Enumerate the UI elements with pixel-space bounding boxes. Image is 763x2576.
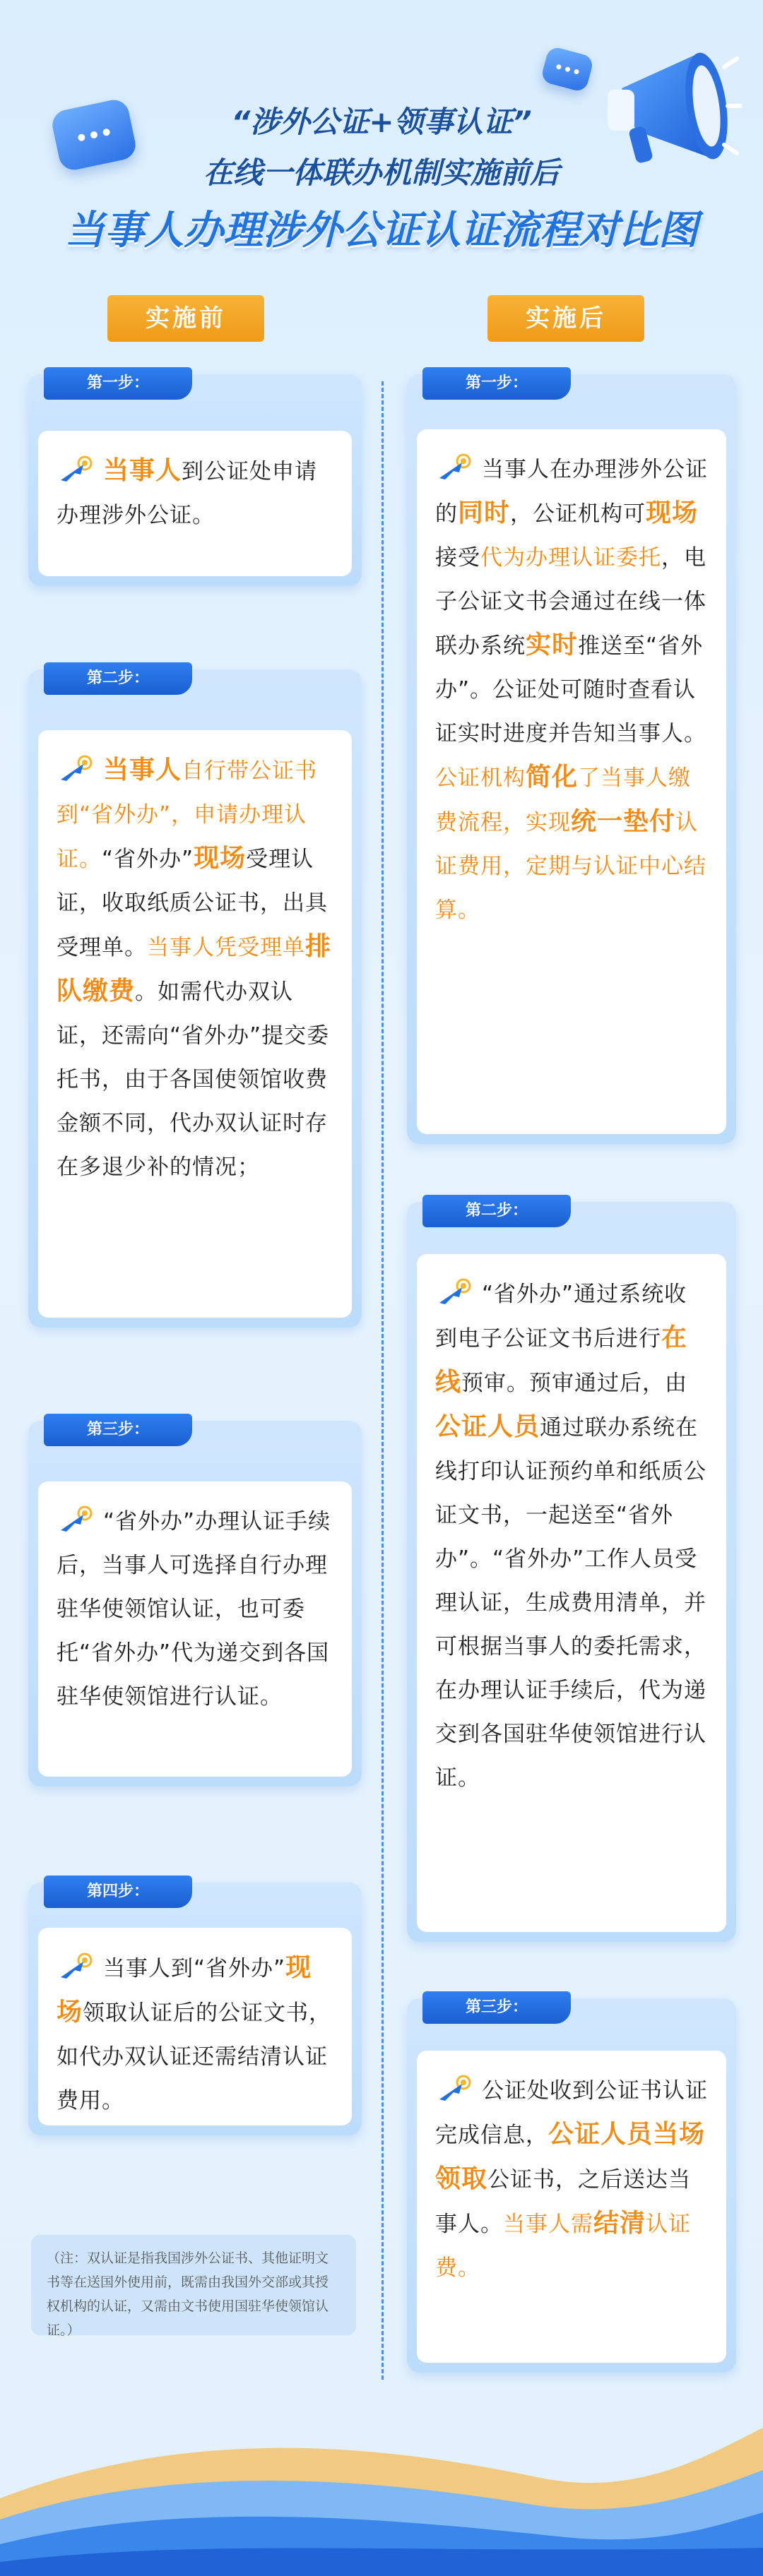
page-title: 当事人办理涉外公证认证流程对比图 [65,208,698,254]
chat-bubble-icon [540,45,594,93]
step-tab: 第四步： [44,1876,192,1908]
before-step-3-card [28,1421,362,1787]
title-line-1: “涉外公证+领事认证” [231,105,532,139]
column-label-after: 实施后 [487,295,644,342]
step-text: 公证处收到公证书认证完成信息，公证人员当场领取公证书，之后送达当事人。当事人需结清认证费。 [435,2069,708,2290]
after-step-1-card [407,374,736,1144]
cursor-click-icon [57,455,96,483]
step-text: “省外办”通过系统收到电子公证文书后进行在线预审。预审通过后，由公证人员通过联办系统在线打印认证预约单和纸质公证文书，一起送至“省外办”。“省外办”工作人员受理认证，生成费用清单，并可根据当事人的委托需求，在办理认证手续后，代为递交到各国驻华使领馆进行认证。 [435,1272,708,1800]
title-line-2: 在线一体联办机制实施前后 [203,155,560,190]
before-step-2-card [28,669,362,1328]
step-tab: 第二步： [422,1195,571,1227]
cursor-click-icon [435,453,475,481]
step-tab: 第三步： [422,1991,571,2024]
step-tab: 第一步： [422,367,571,400]
step-text: 当事人自行带公证书到“省外办”，申请办理认证。“省外办”现场受理认证，收取纸质公证书，出具受理单。当事人凭受理单排队缴费。如需代办双认证，还需向“省外办”提交委托书，由于各国使领馆收费金额不同，代办双认证时存在多退少补的情况； [57,756,332,1180]
after-step-3-card [407,1998,736,2373]
step-tab: 第三步： [44,1414,192,1446]
step-text: “省外办”办理认证手续后，当事人可选择自行办理驻华使领馆认证，也可委托“省外办”代为递交到各国驻华使领馆进行认证。 [57,1500,333,1719]
after-step-2-card [407,1202,736,1942]
cursor-click-icon [57,1505,96,1533]
before-step-1-card [28,374,362,586]
cursor-click-icon [435,1277,475,1306]
cursor-click-icon [57,1952,96,1980]
timeline-divider [382,381,384,2380]
step-text: 当事人到“省外办”现场领取认证后的公证文书，如代办双认证还需结清认证费用。 [57,1953,332,2113]
step-text: 当事人到公证处申请办理涉外公证。 [57,456,318,528]
cursor-click-icon [435,2074,475,2102]
cursor-click-icon [57,754,96,782]
step-tab: 第一步： [44,367,192,400]
decorative-waves [0,2414,763,2576]
column-label-before: 实施前 [107,295,264,342]
before-step-4-card [28,1883,362,2135]
footnote: （注：双认证是指我国涉外公证书、其他证明文书等在送国外使用前，既需由我国外交部或其授权机构的认证，又需由文书使用国驻华使领馆认证。） [31,2235,356,2335]
step-tab: 第二步： [44,662,192,695]
step-text: 当事人在办理涉外公证的同时，公证机构可现场接受代为办理认证委托，电子公证文书会通过在线一体联办系统实时推送至“省外办”。公证处可随时查看认证实时进度并告知当事人。公证机构简化了当事人缴费流程，实现统一垫付认证费用，定期与认证中心结算。 [435,448,708,932]
